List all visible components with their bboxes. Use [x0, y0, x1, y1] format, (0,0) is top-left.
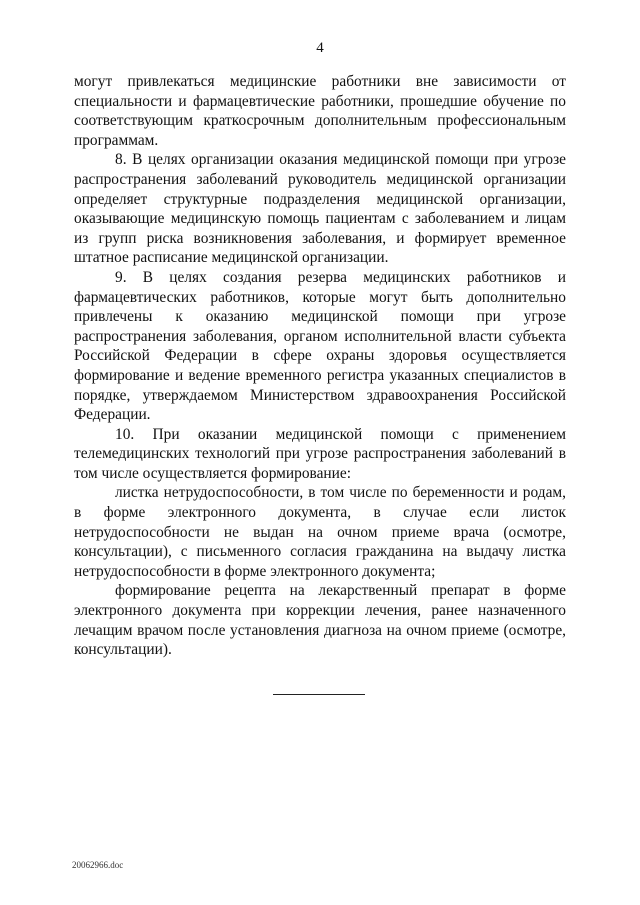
- paragraph-item-8: 8. В целях организации оказания медицинской помощи при угрозе распространения заболеваний руководитель медицинской организации определяет структурные подразделения медицинской организации, оказывающие медицинскую помощь пациентам с заболеванием и лицам из групп риска возникновения заболевания, и формирует временное штатное расписание медицинской организации.: [74, 151, 566, 267]
- paragraph-continuation: могут привлекаться медицинские работники вне зависимости от специальности и фармацевтические работники, прошедшие обучение по соответствующим краткосрочным дополнительным профессиональным программам.: [74, 73, 566, 149]
- page-number: 4: [316, 40, 324, 56]
- document-body: [74, 72, 566, 660]
- paragraph-prescription: формирование рецепта на лекарственный препарат в форме электронного документа при коррекции лечения, ранее назначенного лечащим врачом после установления диагноза на очном приеме (осмотре, консультации).: [74, 582, 566, 659]
- paragraph-item-10: 10. При оказании медицинской помощи с применением телемедицинских технологий при угрозе распространения заболеваний в том числе осуществляется формирование:: [74, 425, 566, 482]
- footer-filename: 20062966.doc: [72, 860, 124, 870]
- paragraph-item-9: 9. В целях создания резерва медицинских работников и фармацевтических работников, которые могут быть дополнительно привлечены к оказанию медицинской помощи при угрозе распространения заболевания, органом исполнительной власти субъекта Российской Федерации в сфере охраны здоровья осуществляется формирование и ведение временного регистра указанных специалистов в порядке, утверждаемом Министерством здравоохранения Российской Федерации.: [74, 268, 566, 424]
- paragraph-sick-leave: листка нетрудоспособности, в том числе по беременности и родам, в форме электронного документа, в случае если листок нетрудоспособности не выдан на очном приеме врача (осмотре, консультации), с письменного согласия гражданина на выдачу листка нетрудоспособности в форме электронного документа;: [74, 484, 566, 580]
- end-divider-line: [273, 694, 365, 695]
